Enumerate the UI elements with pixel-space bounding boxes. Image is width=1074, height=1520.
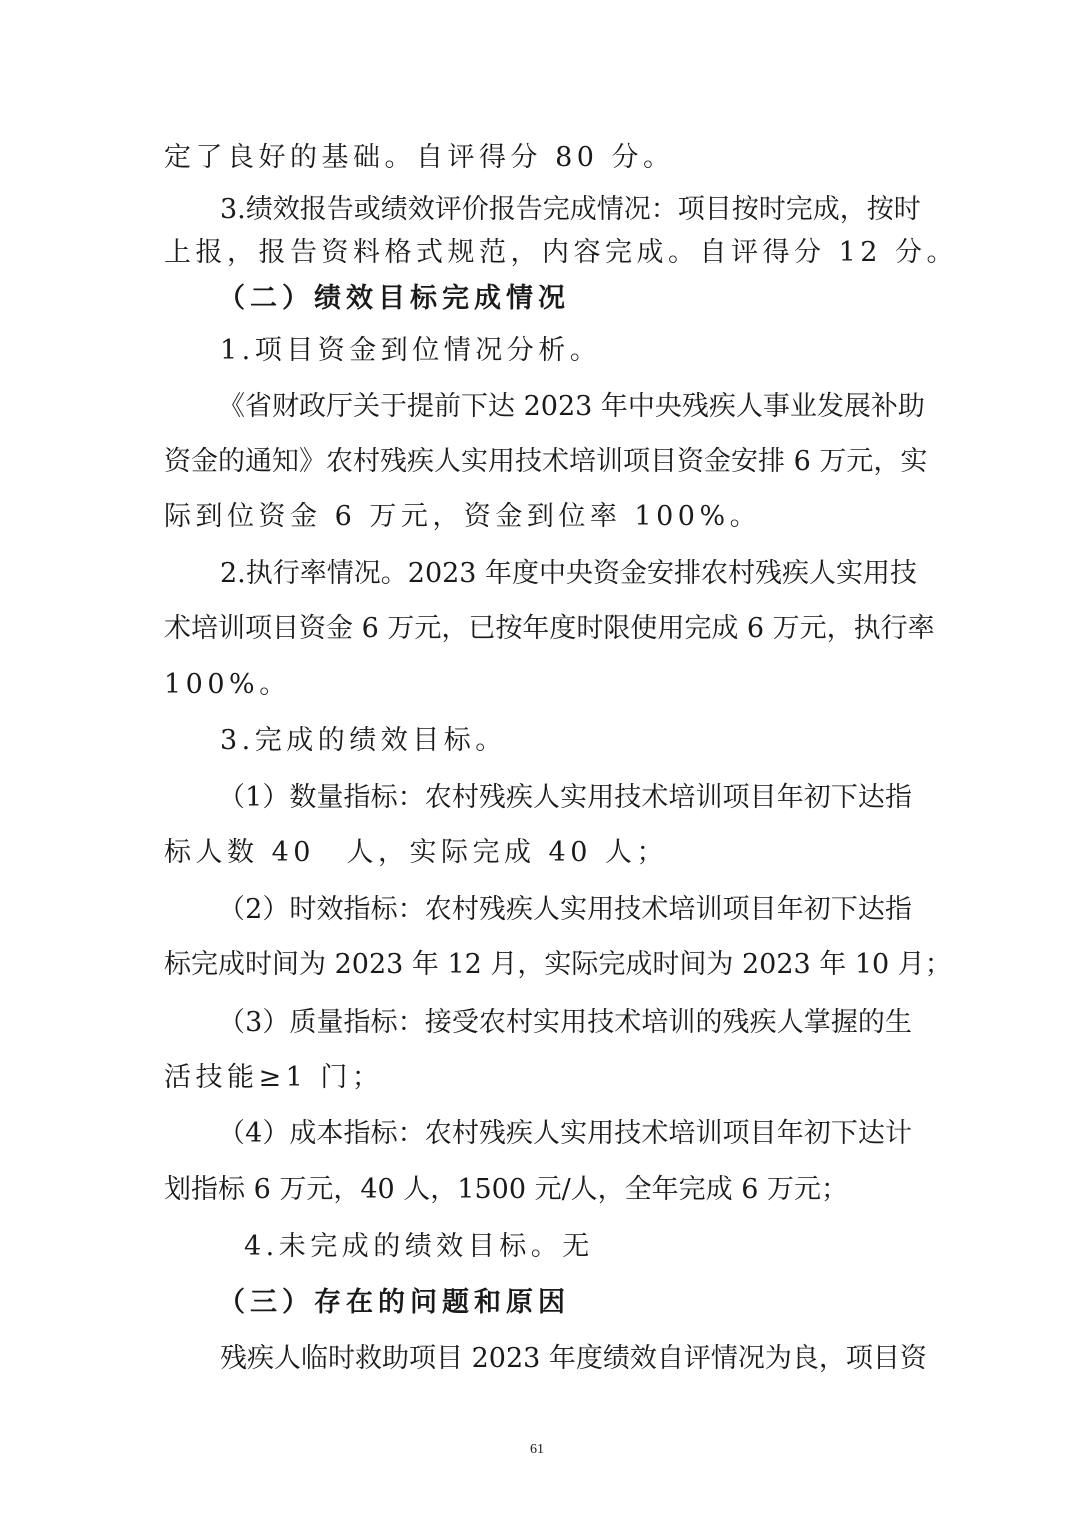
text-line: 活技能≥1 门； <box>164 1062 384 1093</box>
text-line: （1）数量指标：农村残疾人实用技术培训项目年初下达指 <box>218 782 912 813</box>
text-line: 3.绩效报告或绩效评价报告完成情况：项目按时完成，按时 <box>220 194 921 225</box>
text-line: 《省财政厅关于提前下达 2023 年中央残疾人事业发展补助 <box>218 391 925 422</box>
text-line: 3.完成的绩效目标。 <box>220 725 507 756</box>
text-line: 100%。 <box>164 669 291 700</box>
text-line: 术培训项目资金 6 万元，已按年度时限使用完成 6 万元，执行率 <box>164 613 935 644</box>
page-number: 61 <box>530 1442 544 1457</box>
text-line: 1.项目资金到位情况分析。 <box>220 335 602 366</box>
text-line: 残疾人临时救助项目 2023 年度绩效自评情况为良，项目资 <box>220 1343 927 1374</box>
text-line: （3）质量指标：接受农村实用技术培训的残疾人掌握的生 <box>218 1007 912 1038</box>
text-line: 标完成时间为 2023 年 12 月，实际完成时间为 2023 年 10 月； <box>164 949 952 980</box>
text-line: （4）成本指标：农村残疾人实用技术培训项目年初下达计 <box>218 1118 912 1149</box>
text-line: 上报，报告资料格式规范，内容完成。自评得分 12 分。 <box>164 237 959 268</box>
text-line: 划指标 6 万元，40 人，1500 元/人，全年完成 6 万元； <box>164 1174 849 1205</box>
text-line: 2.执行率情况。2023 年度中央资金安排农村残疾人实用技 <box>220 558 918 589</box>
text-line: 定了良好的基础。自评得分 80 分。 <box>164 142 675 173</box>
text-line: （2）时效指标：农村残疾人实用技术培训项目年初下达指 <box>218 894 912 925</box>
text-line: 标人数 40 人，实际完成 40 人； <box>164 837 668 868</box>
section-heading: （三）存在的问题和原因 <box>218 1287 570 1318</box>
text-line: 资金的通知》农村残疾人实用技术培训项目资金安排 6 万元，实 <box>164 446 928 477</box>
section-heading: （二）绩效目标完成情况 <box>218 283 570 314</box>
text-line: 4.未完成的绩效目标。无 <box>244 1231 594 1262</box>
text-line: 际到位资金 6 万元，资金到位率 100%。 <box>164 501 762 532</box>
